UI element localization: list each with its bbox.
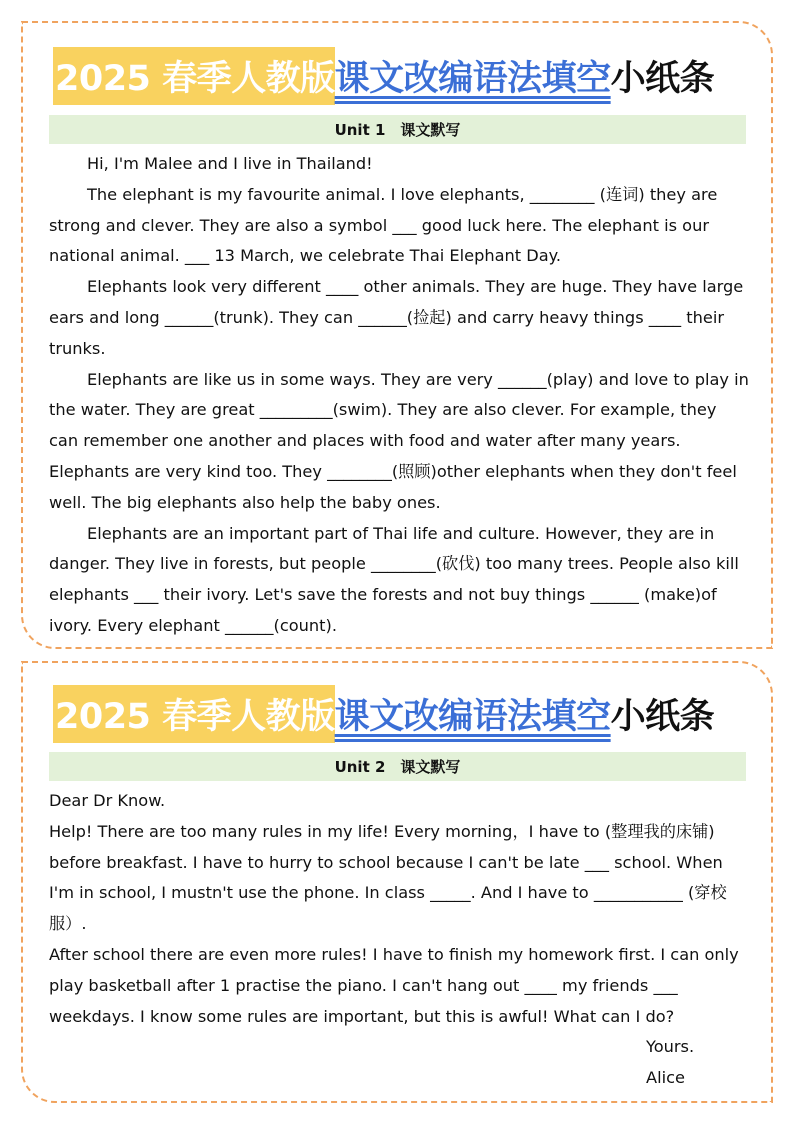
unit-heading: Unit 2 课文默写 — [49, 752, 746, 781]
paragraph: Hi, I'm Malee and I live in Thailand! — [87, 154, 373, 173]
letter-greeting: Dear Dr Know. — [49, 791, 166, 810]
paragraph: Help! There are too many rules in my life! Every morning，I have to (整理我的床铺) before breakfast. I have to hurry to school because I can't be late ___ school. When I'm in school, I mustn't use the phone. In class _____. And I have to ___________ (穿校服）. — [49, 821, 727, 934]
unit-heading: Unit 1 课文默写 — [49, 115, 746, 144]
title-suffix: 小纸条 — [610, 59, 715, 99]
title-suffix: 小纸条 — [610, 697, 715, 737]
worksheet-card-unit1 — [21, 21, 773, 649]
worksheet-card-unit2 — [21, 661, 773, 1103]
paragraph: Elephants look very different ____ other animals. They are huge. They have large ears and long ______(trunk). They can ______(捡起) and carry heavy things ____ their trunks. — [49, 277, 744, 358]
title-topic: 课文改编语法填空 — [334, 59, 611, 99]
paragraph: After school there are even more rules! I have to finish my homework first. I can only play basketball after 1 practise the piano. I can't hang out ____ my friends ___ weekdays. I know some rules are important, but this is awful! What can I do? — [49, 944, 739, 1026]
letter-signature: Alice — [646, 1068, 685, 1088]
paragraph: Elephants are like us in some ways. They are very ______(play) and love to play in the water. They are great _________(swim). They are also clever. For example, they can remember one another and places with food and water after many years. Elephants are very kind too. They ________(照顾)other elephants when they don't feel well. The big elephants also help the baby ones. — [49, 369, 749, 512]
paragraph: The elephant is my favourite animal. I love elephants, ________ (连词) they are strong and clever. They are also a symbol ___ good luck here. The elephant is our national animal. ___ 13 March, we celebrate Thai Elephant Day. — [49, 184, 718, 266]
title-topic: 课文改编语法填空 — [334, 697, 611, 737]
passage-text — [49, 149, 749, 642]
letter-closing: Yours. — [646, 1037, 695, 1057]
title-edition: 2025 春季人教版 — [53, 47, 335, 105]
worksheet-title — [53, 683, 714, 745]
title-edition: 2025 春季人教版 — [53, 685, 335, 743]
worksheet-title — [53, 45, 714, 107]
letter-text — [49, 786, 749, 1094]
paragraph: Elephants are an important part of Thai life and culture. However, they are in danger. They live in forests, but people ________(砍伐) too many trees. People also kill elephants ___ their ivory. Let's save the forests and not buy things ______ (make)of ivory. Every elephant ______(count). — [49, 523, 739, 635]
